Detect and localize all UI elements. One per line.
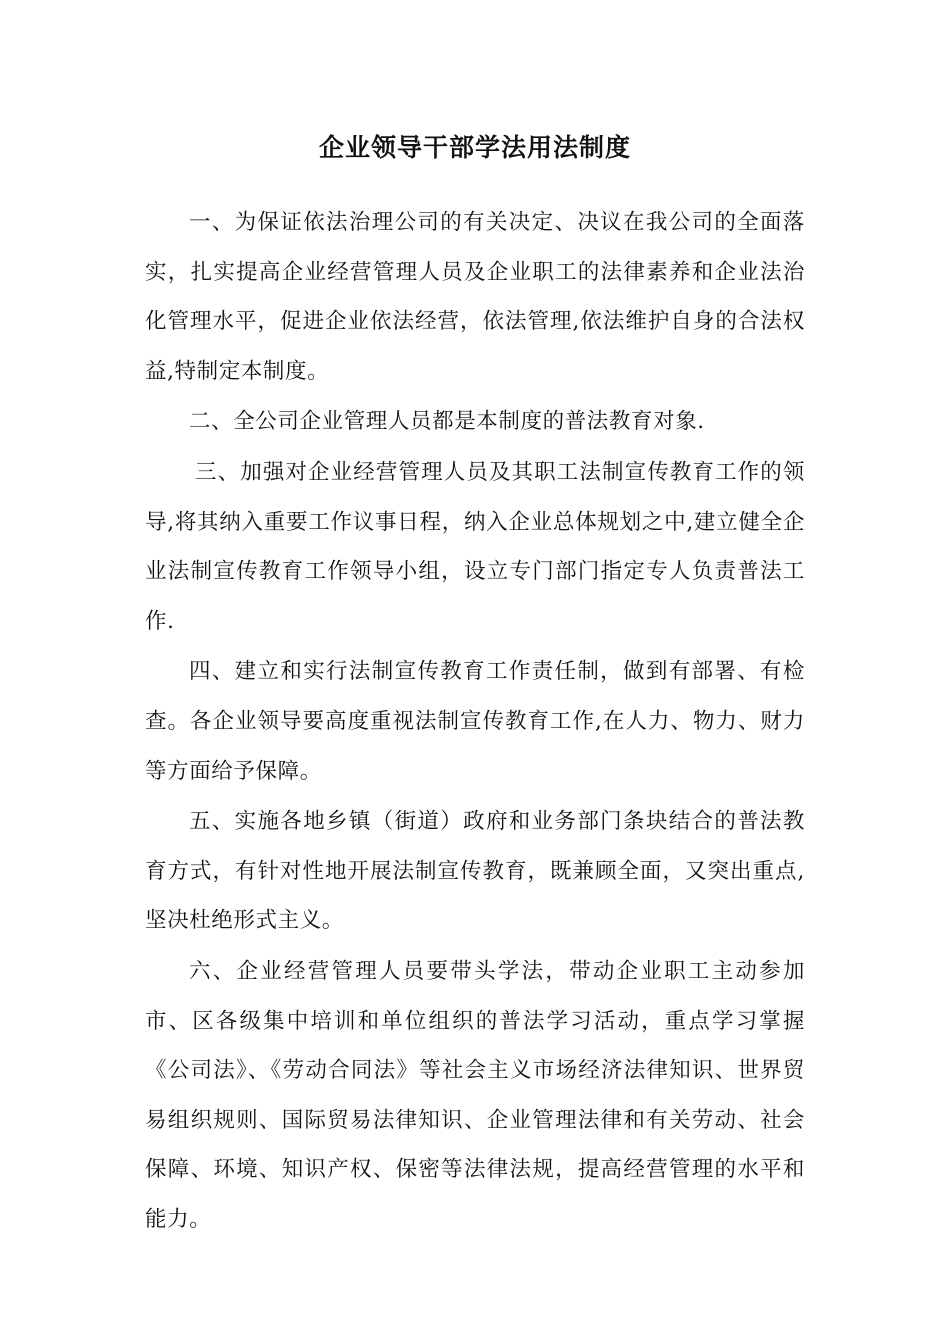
paragraph-6: 六、企业经营管理人员要带头学法，带动企业职工主动参加市、区各级集中培训和单位组织的普法学习活动，重点学习掌握《公司法》、《劳动合同法》等社会主义市场经济法律知识、世界贸易组织规则、国际贸易法律知识、企业管理法律和有关劳动、社会保障、环境、知识产权、保密等法律法规，提高经营管理的水平和能力。 [145,958,805,1232]
paragraph-1: 一、为保证依法治理公司的有关决定、决议在我公司的全面落实，扎实提高企业经营管理人员及企业职工的法律素养和企业法治化管理水平，促进企业依法经营，依法管理,依法维护自身的合法权益,特制定本制度。 [145,210,805,384]
paragraph-4: 四、建立和实行法制宣传教育工作责任制，做到有部署、有检查。各企业领导要高度重视法制宣传教育工作,在人力、物力、财力等方面给予保障。 [145,659,805,784]
document-body [145,198,805,1245]
document-title: 企业领导干部学法用法制度 [318,133,631,162]
paragraph-3: 三、加强对企业经营管理人员及其职工法制宣传教育工作的领导,将其纳入重要工作议事日程，纳入企业总体规划之中,建立健全企业法制宣传教育工作领导小组，设立专门部门指定专人负责普法工作. [145,459,805,634]
paragraph-5: 五、实施各地乡镇（街道）政府和业务部门条块结合的普法教育方式，有针对性地开展法制宣传教育，既兼顾全面，又突出重点,坚决杜绝形式主义。 [145,809,805,934]
paragraph-2: 二、全公司企业管理人员都是本制度的普法教育对象. [189,409,705,435]
